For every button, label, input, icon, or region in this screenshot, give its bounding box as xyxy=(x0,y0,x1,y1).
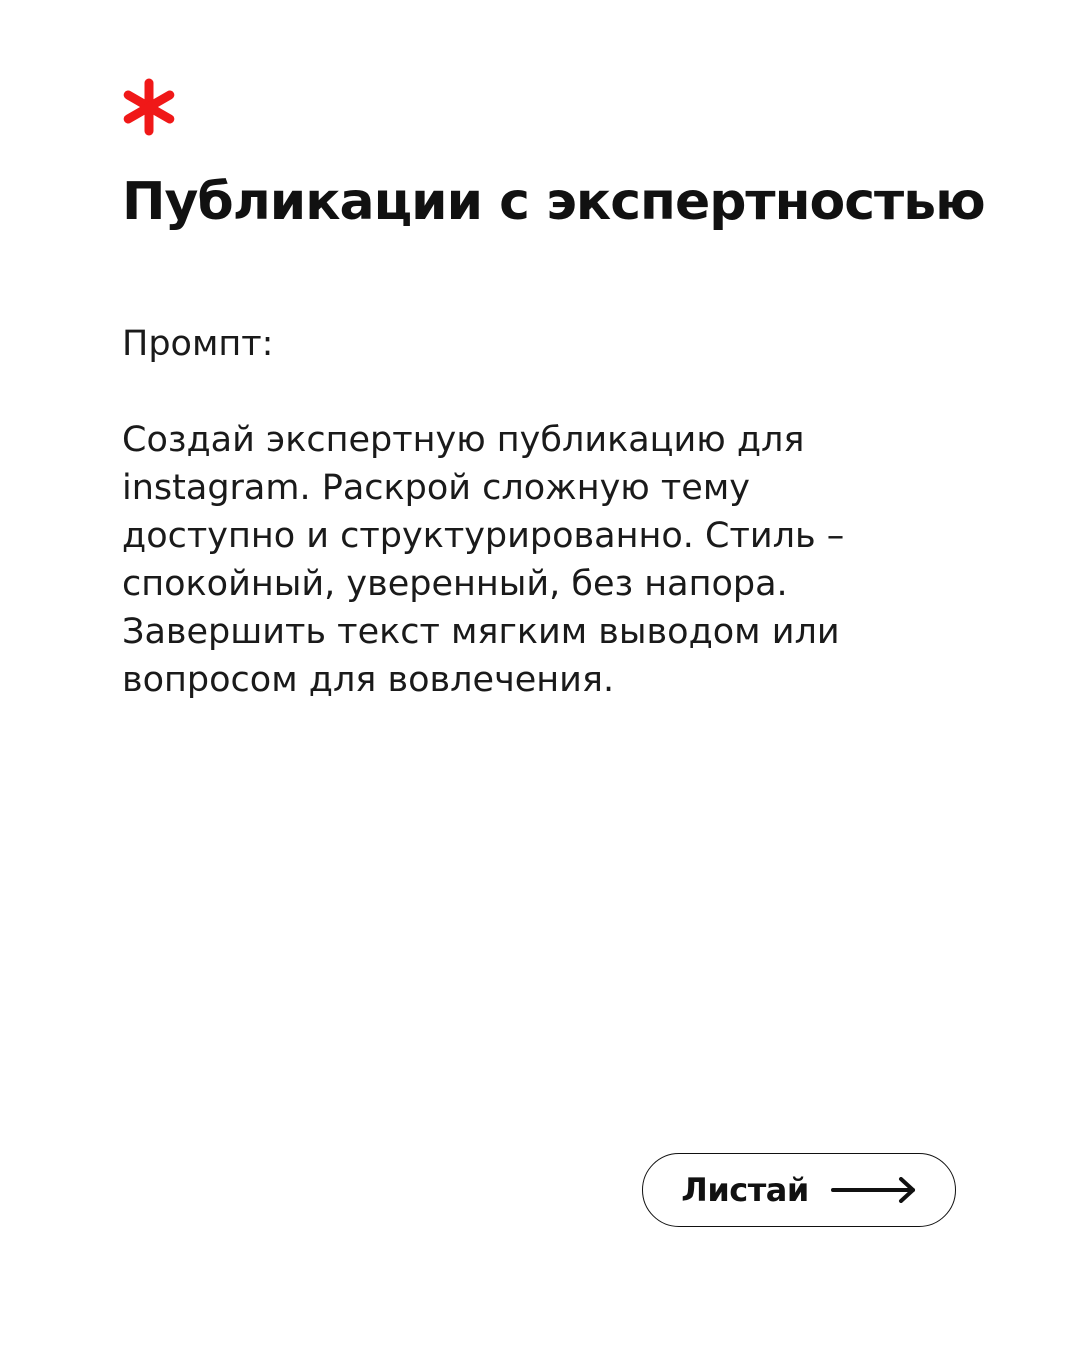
swipe-button-label: Листай xyxy=(681,1171,809,1209)
swipe-button[interactable] xyxy=(642,1153,956,1227)
prompt-text-line: доступно и структурированно. Стиль – xyxy=(122,516,845,556)
prompt-text xyxy=(122,416,962,704)
prompt-text-line: спокойный, уверенный, без напора. xyxy=(122,564,788,604)
prompt-text-line: вопросом для вовлечения. xyxy=(122,660,615,700)
prompt-text-line: Создай экспертную публикацию для xyxy=(122,420,805,460)
prompt-text-line: Завершить текст мягким выводом или xyxy=(122,612,840,652)
page-title: Публикации с экспертностью xyxy=(122,172,985,232)
prompt-text-line: instagram. Раскрой сложную тему xyxy=(122,468,750,508)
asterisk-icon xyxy=(120,78,178,136)
arrow-right-icon xyxy=(831,1177,917,1203)
prompt-label: Промпт: xyxy=(122,324,274,364)
